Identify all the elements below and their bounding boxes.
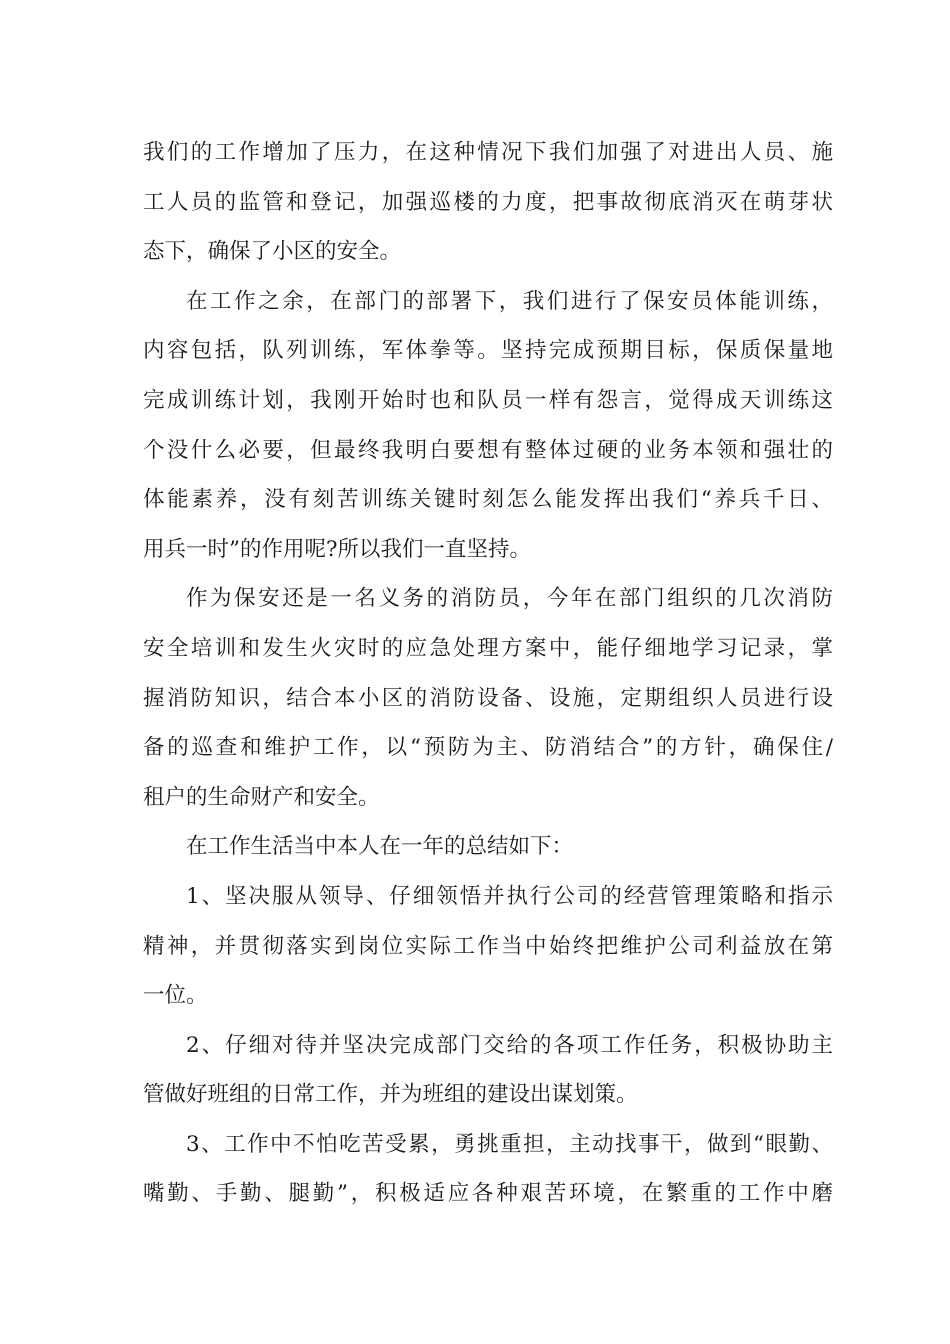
document-body	[143, 128, 833, 1219]
text-line: 管做好班组的日常工作，并为班组的建设出谋划策。	[143, 1082, 638, 1108]
text-line: 在工作生活当中本人在一年的总结如下：	[186, 834, 574, 860]
paragraph-1	[143, 128, 833, 277]
text-line: 我们的工作增加了压力，在这种情况下我们加强了对进出人员、施	[143, 140, 833, 165]
text-line: 精神，并贯彻落实到岗位实际工作当中始终把维护公司利益放在第	[143, 933, 833, 959]
text-line: 3、工作中不怕吃苦受累，勇挑重担，主动找事干，做到“眼勤、	[186, 1131, 833, 1157]
text-line: 握消防知识，结合本小区的消防设备、设施，定期组织人员进行设	[143, 685, 833, 711]
paragraph-3	[143, 574, 833, 822]
text-line: 内容包括，队列训练，军体拳等。坚持完成预期目标，保质保量地	[143, 338, 833, 364]
list-item-1	[143, 872, 833, 1021]
text-line: 在工作之余，在部门的部署下，我们进行了保安员体能训练，	[186, 288, 833, 314]
text-line: 安全培训和发生火灾时的应急处理方案中，能仔细地学习记录，掌	[143, 635, 833, 661]
text-line: 嘴勤、手勤、腿勤”，积极适应各种艰苦环境，在繁重的工作中磨	[143, 1181, 833, 1207]
paragraph-4	[143, 822, 833, 872]
text-line: 态下，确保了小区的安全。	[143, 239, 402, 265]
text-line: 完成训练计划，我刚开始时也和队员一样有怨言，觉得成天训练这	[143, 387, 833, 413]
text-line: 一位。	[143, 983, 208, 1009]
text-line: 备的巡查和维护工作，以“预防为主、防消结合”的方针，确保住/	[143, 735, 833, 761]
text-line: 1、坚决服从领导、仔细领悟并执行公司的经营管理策略和指示	[186, 883, 833, 909]
paragraph-2	[143, 277, 833, 575]
text-line: 作为保安还是一名义务的消防员，今年在部门组织的几次消防	[186, 586, 833, 612]
text-line: 体能素养，没有刻苦训练关键时刻怎么能发挥出我们“养兵千日、	[143, 487, 833, 513]
text-line: 用兵一时”的作用呢?所以我们一直坚持。	[143, 536, 532, 562]
text-line: 工人员的监管和登记，加强巡楼的力度，把事故彻底消灭在萌芽状	[143, 189, 833, 215]
list-item-2	[143, 1021, 833, 1120]
text-line: 个没什么必要，但最终我明白要想有整体过硬的业务本领和强壮的	[143, 437, 833, 463]
text-line: 租户的生命财产和安全。	[143, 784, 380, 810]
list-item-3	[143, 1120, 833, 1219]
text-line: 2、仔细对待并坚决完成部门交给的各项工作任务，积极协助主	[186, 1032, 833, 1058]
